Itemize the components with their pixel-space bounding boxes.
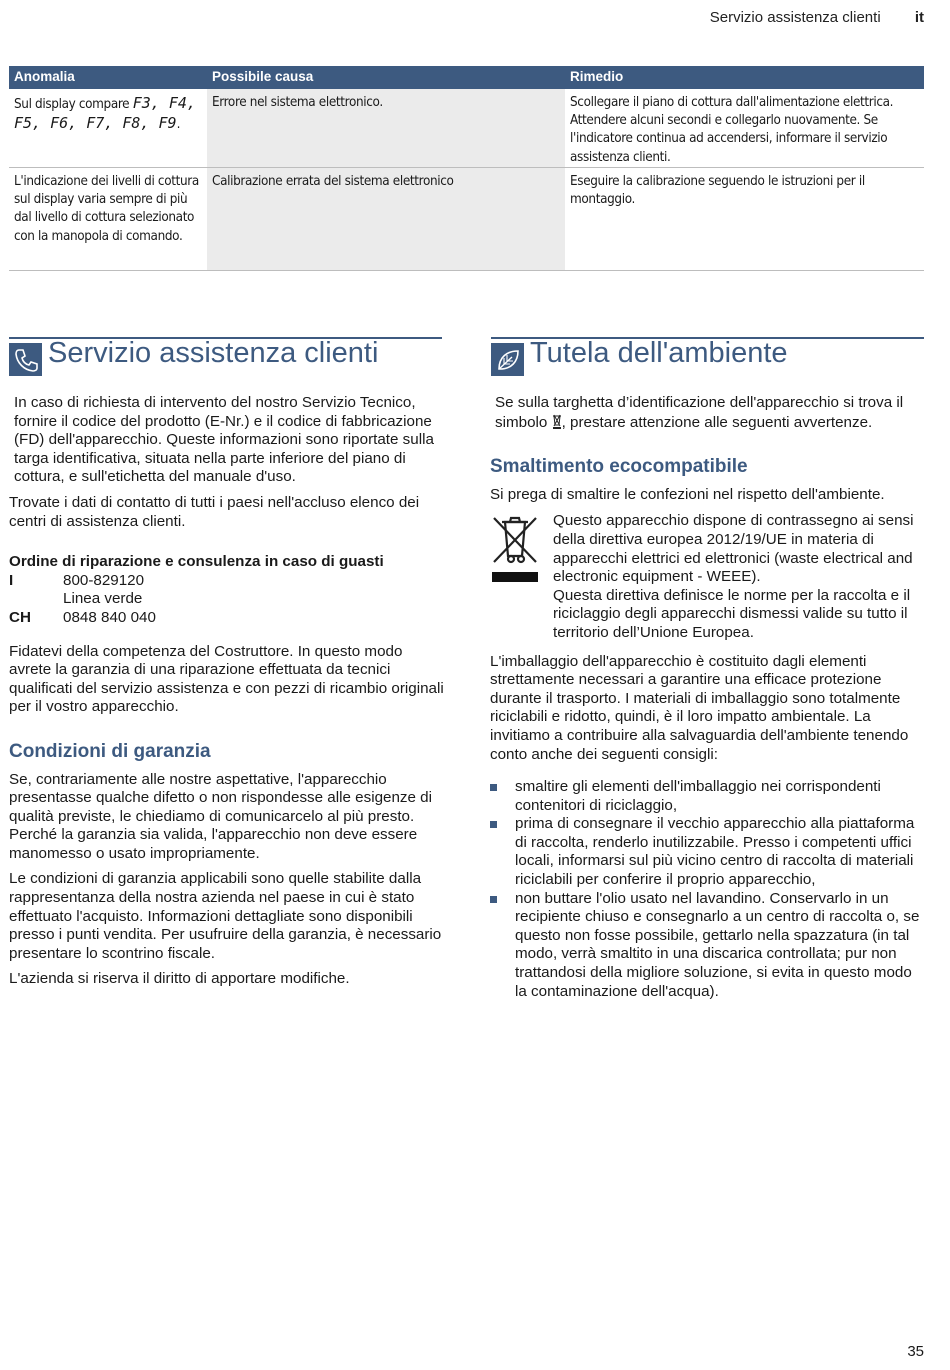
page-header [710, 9, 924, 26]
table-header-row [9, 66, 924, 89]
warranty-paragraph: Le condizioni di garanzia applicabili sono quelle stabilite dalla rappresentanza della nostra azienda nel paese in cui è stato effettuato l'acquisto. Informazioni dettagliate sono disponibili presso i punti vendita. Per usufruire della garanzia, è necessario presentare lo scontrino fiscale. [9, 870, 442, 962]
contact-row-switzerland [9, 609, 445, 628]
header-language: it [914, 9, 924, 26]
leaf-icon [491, 343, 524, 376]
remedy-cell: Eseguire la calibrazione seguendo le istruzioni per il montaggio. [565, 168, 924, 271]
phone-number: 800-829120 [63, 571, 145, 589]
list-item: prima di consegnare il vecchio apparecchio alla piattaforma di raccolta, renderlo inutilizzabile. Presso i competenti uffici locali, informarsi sul più vicino centro di raccolta di materiali riciclabili per conferire il proprio apparecchio, [490, 815, 926, 889]
service-heading: Servizio assistenza clienti [48, 337, 379, 369]
weee-bin-icon [490, 512, 540, 586]
repair-order-heading: Ordine di riparazione e consulenza in caso di guasti [9, 553, 384, 571]
contacts-text: Trovate i dati di contatto di tutti i paesi nell'accluso elenco dei centri di assistenza clienti. [9, 493, 420, 530]
warranty-heading: Condizioni di garanzia [9, 740, 211, 762]
contact-row-note [9, 590, 445, 609]
environment-column [490, 394, 926, 1001]
crossed-bin-icon [552, 413, 562, 429]
anomaly-suffix: . [176, 117, 181, 133]
anomaly-prefix: Sul display compare [14, 97, 133, 112]
service-section-heading [9, 337, 442, 375]
disposal-text: Si prega di smaltire le confezioni nel rispetto dell'ambiente. [490, 485, 885, 503]
cause-cell: Errore nel sistema elettronico. [207, 89, 565, 168]
environment-heading: Tutela dell'ambiente [530, 337, 788, 369]
weee-paragraph: Questo apparecchio dispone di contrassegno ai sensi della direttiva europea 2012/19/UE in materia di apparecchi elettrici ed elettronici (waste electrical and electronic equipment - WEEE). [553, 512, 914, 586]
intro-text-b: , prestare attenzione alle seguenti avvertenze. [561, 413, 873, 431]
advice-list [490, 778, 926, 1001]
list-item: smaltire gli elementi dell'imballaggio nei corrispondenti contenitori di riciclaggio, [490, 778, 926, 815]
error-codes: F3, F4, F5, F6, F7, F8, F9 [14, 94, 196, 133]
country-code: CH [9, 608, 31, 626]
column-header-remedy: Rimedio [565, 66, 924, 89]
column-header-anomaly: Anomalia [9, 66, 207, 89]
disposal-heading: Smaltimento ecocompatibile [490, 456, 748, 478]
weee-paragraph: Questa direttiva definisce le norme per la raccolta e il riciclaggio degli apparecchi dismessi valide su tutto il territorio dell’Unione Europea. [553, 586, 911, 641]
warranty-paragraph: Se, contrariamente alle nostre aspettative, l'apparecchio presentasse qualche difetto o non rispondesse alle esigenze di qualità previste, le chiediamo di comunicarcelo al più presto. Perché la garanzia sia valida, l'apparecchio non deve essere manomesso o usato impropriamente. [9, 770, 433, 862]
page-number: 35 [907, 1343, 924, 1360]
environment-intro [490, 394, 926, 432]
header-title: Servizio assistenza clienti [709, 9, 881, 26]
country-code: I [9, 571, 14, 589]
list-item: non buttare l'olio usato nel lavandino. Conservarlo in un recipiente chiuso e consegnarlo a un centro di raccolta o, se questo non fosse possibile, gettarlo nella spazzatura (in tal modo, verrà smaltito in una discarica controllata; pur non trattandosi della migliore soluzione, si evita in questo modo la contaminazione dell'acqua). [490, 890, 926, 1002]
warranty-paragraph: L'azienda si riserva il diritto di apportare modifiche. [9, 970, 350, 988]
anomaly-cell [9, 89, 207, 168]
packaging-text: L'imballaggio dell'apparecchio è costituito dagli elementi strettamente necessari a garantire una efficace protezione durante il trasporto. I materiali di imballaggio sono totalmente riciclabili e ridotto, quindi, è il loro impatto ambientale. La invitiamo a contribuire alla salvaguardia dell'ambiente tenendo conto anche dei seguenti consigli: [490, 652, 909, 763]
trust-text: Fidatevi della competenza del Costruttore. In questo modo avrete la garanzia di una riparazione effettuata da tecnici qualificati del servizio assistenza e con pezzi di ricambio originali per il vostro apparecchio. [9, 642, 444, 716]
service-intro: In caso di richiesta di intervento del nostro Servizio Tecnico, fornire il codice del prodotto (E-Nr.) e il codice di fabbricazione (FD) dell'apparecchio. Queste informazioni sono riportate sulla targa identificativa, situata nella parte inferiore del piano di cottura, e sull'etichetta del manuale d'uso. [14, 394, 434, 486]
contact-row-italy [9, 572, 445, 591]
weee-block [490, 512, 926, 642]
intro-text-a: Se sulla targhetta d’identificazione dell'apparecchio si trova il simbolo [495, 394, 904, 431]
cause-cell: Calibrazione errata del sistema elettronico [207, 168, 565, 271]
environment-section-heading [491, 337, 924, 375]
table-row [9, 168, 924, 271]
phone-icon [9, 343, 42, 376]
anomaly-cell: L'indicazione dei livelli di cottura sul display varia sempre di più dal livello di cottura selezionato con la manopola di comando. [9, 168, 207, 271]
table-row [9, 89, 924, 168]
phone-note: Linea verde [63, 590, 143, 608]
phone-number: 0848 840 040 [63, 608, 156, 626]
column-header-cause: Possibile causa [207, 66, 565, 89]
remedy-cell: Scollegare il piano di cottura dall'alimentazione elettrica. Attendere alcuni secondi e collegarlo nuovamente. Se l'indicatore continua ad accendersi, informare il servizio assistenza clienti. [565, 89, 924, 168]
service-column [9, 394, 445, 996]
troubleshooting-table [9, 66, 924, 271]
